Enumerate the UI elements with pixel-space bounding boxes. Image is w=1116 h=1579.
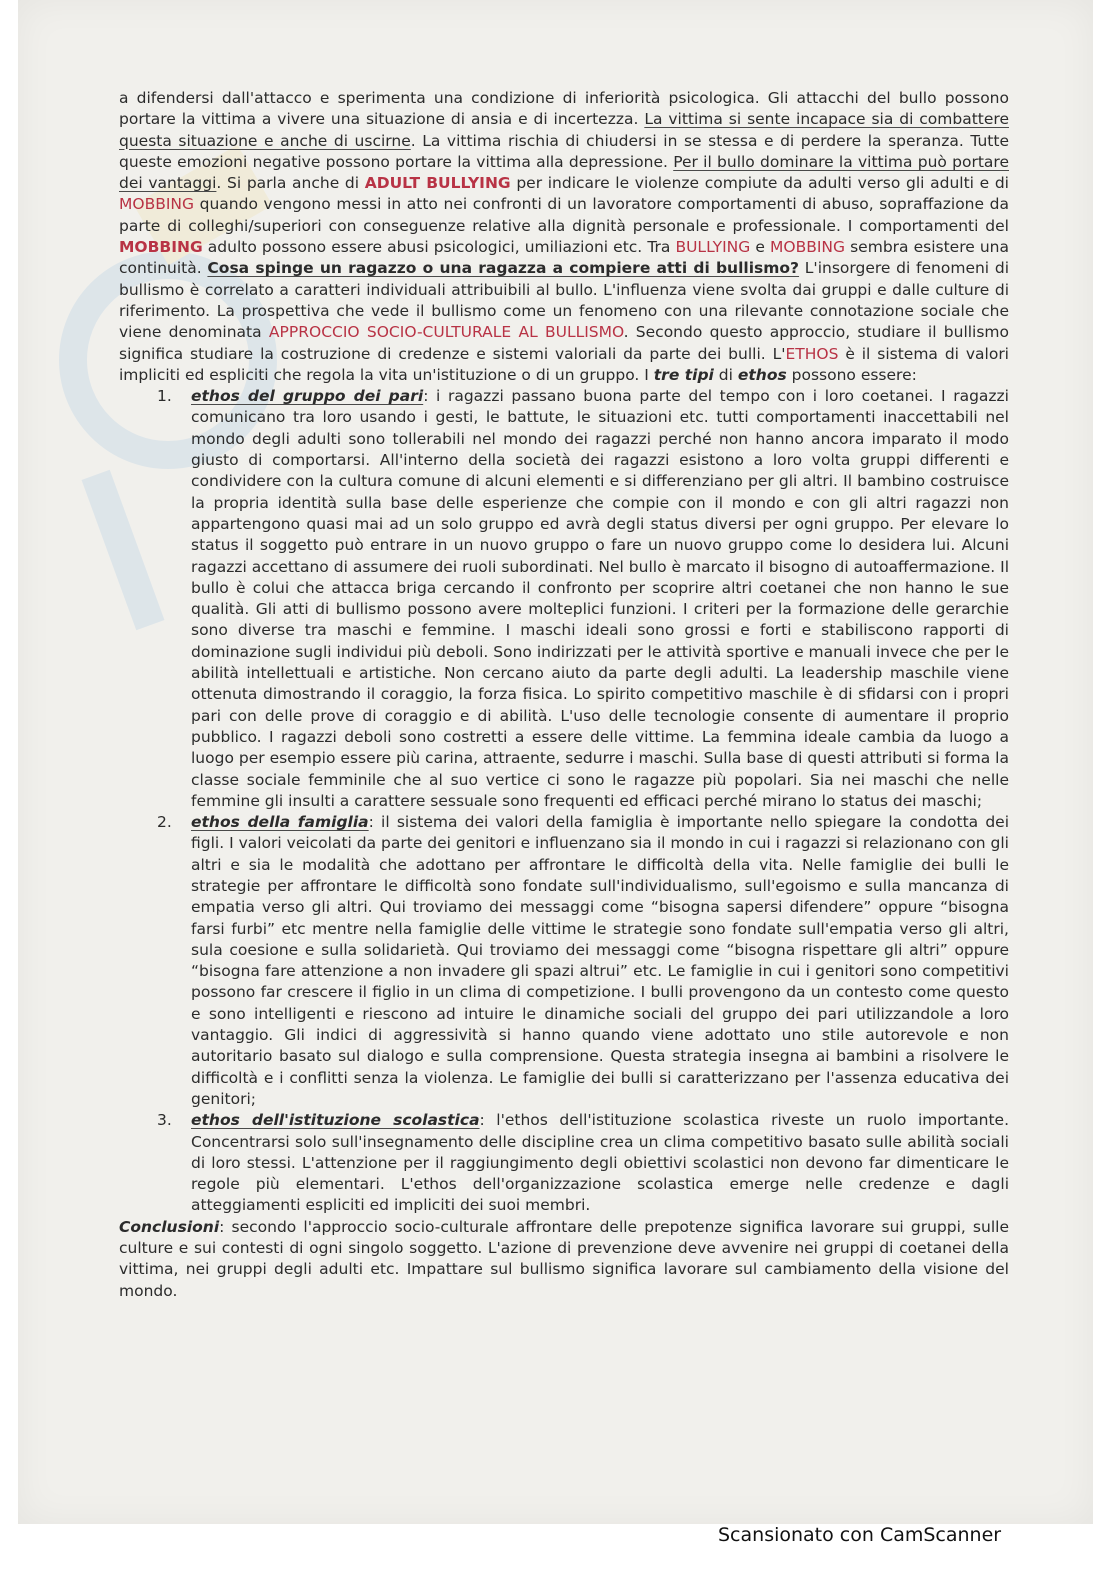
scanner-watermark-text: Scansionato con CamScanner xyxy=(718,1524,1002,1546)
text-run: e xyxy=(750,238,770,257)
term-mobbing: MOBBING xyxy=(119,195,195,214)
intro-paragraph xyxy=(119,88,1009,386)
list-item-text: : i ragazzi passano buona parte del tempo con i loro coetanei. I ragazzi comunicano tra loro usando i gesti, le battute, le situazioni etc. tutti comportamenti inaccettabili nel mondo degli adulti sono tollerabili nel mondo dei ragazzi perché non hanno ancora imparato il modo giusto di comportarsi. All'interno della società dei ragazzi esistono a loro volta gruppi differenti e condividere con la cultura comune di alcuni elementi e si differenziano per gli altri. Il bambino costruisce la propria identità sulla base delle esperienze che compie con il mondo e con gli altri ragazzi non appartengono quasi mai ad un solo gruppo ed avrà degli status diversi per ogni gruppo. Per elevare lo status il soggetto può entrare in un nuovo gruppo o fare un nuovo gruppo come lo desidera lui. Alcuni ragazzi accettano di assumere dei ruoli subordinati. Nel bullo è marcato il bisogno di autoaffermazione. Il bullo è colui che attacca briga cercando il confronto per scoprire altri coetanei che non hanno le sue qualità. Gli atti di bullismo possono avere molteplici funzioni. I criteri per la formazione delle gerarchie sono diverse tra maschi e femmine. I maschi ideali sono grossi e forti e stabiliscono rapporti di dominazione sugli individui più deboli. Sono indirizzati per le attività sportive e manuali invece che per le abilità intellettuali e artistiche. Non cercano aiuto da parte degli adulti. La leadership maschile viene ottenuta dimostrando il coraggio, la forza fisica. Lo spirito competitivo maschile è di sfidarsi con i propri pari con delle prove di coraggio e di abilità. L'uso delle tecnologie consente di aumentare il proprio pubblico. I ragazzi deboli sono costretti a essere delle vittime. La femmina ideale cambia da luogo a luogo per esempio essere più carina, attraente, sedurre i maschi. Sulla base di questi attributi si forma la classe sociale femminile che al suo vertice ci sono le ragazze più popolari. Sia nei maschi che nelle femmine gli insulti a carattere sessuale sono frequenti ed efficaci perché mirano lo status dei maschi; xyxy=(191,387,1009,810)
list-number: 1. xyxy=(157,387,172,406)
emphasis-text: tre tipi xyxy=(653,365,714,384)
list-item-text: : l'ethos dell'istituzione scolastica riveste un ruolo importante. Concentrarsi solo sull'insegnamento delle discipline crea un clima competitivo basato sulle abilità sociali di loro stessi. L'attenzione per il raggiungimento degli obiettivi scolastici non devono far dimenticare le regole più elementari. L'ethos dell'organizzazione scolastica emerge nelle credenze e dagli atteggiamenti espliciti ed impliciti dei suoi membri. xyxy=(191,1111,1009,1215)
text-run: . La vittima rischia di chiudersi in se stessa e di perdere la speranza. Tutte queste emozioni negative possono portare la vittima alla depressione. xyxy=(119,131,1009,171)
underlined-text: La vittima si sente incapace sia di combattere questa situazione e anche di uscirne xyxy=(119,110,1009,150)
text-run: a difendersi dall'attacco e sperimenta una condizione di inferiorità psicologica. Gli attacchi del bullo possono portare la vittima a vivere una situazione di ansia e di incertezza. xyxy=(119,89,1009,129)
conclusion-text: : secondo l'approccio socio-culturale affrontare delle prepotenze significa lavorare sui gruppi, sulle culture e sui contesti di ogni singolo soggetto. L'azione di prevenzione deve avvenire nei gruppi di coetanei della vittima, nei gruppi degli adulti etc. Impattare sul bullismo significa lavorare sul cambiamento della visione del mondo. xyxy=(119,1217,1009,1300)
underlined-text: Per il bullo dominare la vittima può portare dei vantaggi xyxy=(119,152,1009,193)
list-item xyxy=(119,386,1009,812)
conclusion-label: Conclusioni xyxy=(119,1217,220,1236)
text-run: sembra esistere una continuità. xyxy=(119,238,1010,278)
text-run: . Si parla anche di xyxy=(216,174,365,193)
term-approccio: APPROCCIO SOCIO-CULTURALE AL BULLISMO xyxy=(268,323,624,342)
scanned-page xyxy=(18,0,1093,1524)
text-run: possono essere: xyxy=(786,365,917,384)
list-item-text: : il sistema dei valori della famiglia è importante nello spiegare la condotta dei figli. I valori veicolati da parte dei genitori e influenzano sia il mondo in cui i ragazzi si relazionano con gli altri e sia le modalità che adottano per affrontare le difficoltà della vita. Nelle famiglie dei bulli le strategie per affrontare le difficoltà sono fondate sull'individualismo, sull'egoismo e sulla mancanza di empatia verso gli altri. Qui troviamo dei messaggi come “bisogna sapersi difendere” oppure “bisogna farsi furbi” etc mentre nella famiglie delle vittime le strategie sono fondate sull'empatia verso gli altri, sula coesione e sulla solidarietà. Qui troviamo dei messaggi come “bisogna rispettare gli altri” oppure “bisogna fare attenzione a non invadere gli spazi altrui” etc. Le famiglie in cui i genitori sono competitivi possono far crescere il figlio in un clima di competizione. I bulli provengono da un contesto come questo e sono intelligenti e riescono ad intuire le dinamiche sociali del gruppo dei pari utilizzandole a loro vantaggio. Gli indici di aggressività si hanno quando viene adottato uno stile autorevole e non autoritario basato sul dialogo e sulla comprensione. Questa strategia insegna ai bambini a risolvere le difficoltà e i conflitti senza la violenza. Le famiglie dei bulli si caratterizzano per l'assenza educativa dei genitori; xyxy=(191,813,1009,1108)
list-number: 2. xyxy=(157,813,172,832)
text-run: adulto possono essere abusi psicologici, umiliazioni etc. Tra xyxy=(202,238,676,257)
text-run: . Secondo questo approccio, studiare il bullismo significa studiare la costruzione di credenze e sistemi valoriali da parte dei bulli. L' xyxy=(119,323,1010,363)
document-body xyxy=(119,88,1009,1302)
list-item-title: ethos della famiglia xyxy=(191,813,369,832)
list-item xyxy=(119,1110,1009,1216)
ethos-list xyxy=(119,386,1009,1217)
emphasis-text: ethos xyxy=(737,365,787,384)
text-run: è il sistema di valori impliciti ed espliciti che regola la vita un'istituzione o di un gruppo. I xyxy=(119,344,1009,384)
text-run: L'insorgere di fenomeni di bullismo è correlato a caratteri individuali attribuibili al bullo. L'influenza viene svolta dai gruppi e dalle culture di riferimento. La prospettiva che vede il bullismo come un fenomeno con una rilevante connotazione sociale che viene denominata xyxy=(119,259,1009,342)
term-mobbing: MOBBING xyxy=(119,238,203,257)
list-number: 3. xyxy=(157,1111,172,1130)
term-adult-bullying: ADULT BULLYING xyxy=(364,174,511,193)
list-item-title: ethos del gruppo dei pari xyxy=(191,387,424,406)
text-run: di xyxy=(713,365,738,384)
term-mobbing: MOBBING xyxy=(770,238,846,257)
list-item xyxy=(119,812,1009,1110)
list-item-title: ethos dell'istituzione scolastica xyxy=(191,1111,480,1130)
text-run: quando vengono messi in atto nei confronti di un lavoratore comportamenti di abuso, sopraffazione da parte di colleghi/superiori con conseguenze relative alla dignità personale e professionale. I comportamenti del xyxy=(119,195,1009,235)
conclusion-paragraph xyxy=(119,1217,1009,1302)
term-bullying: BULLYING xyxy=(675,238,751,257)
term-ethos: ETHOS xyxy=(785,344,839,363)
question-text: Cosa spinge un ragazzo o una ragazza a compiere atti di bullismo? xyxy=(207,259,800,278)
text-run: per indicare le violenze compiute da adulti verso gli adulti e di xyxy=(510,174,1009,193)
